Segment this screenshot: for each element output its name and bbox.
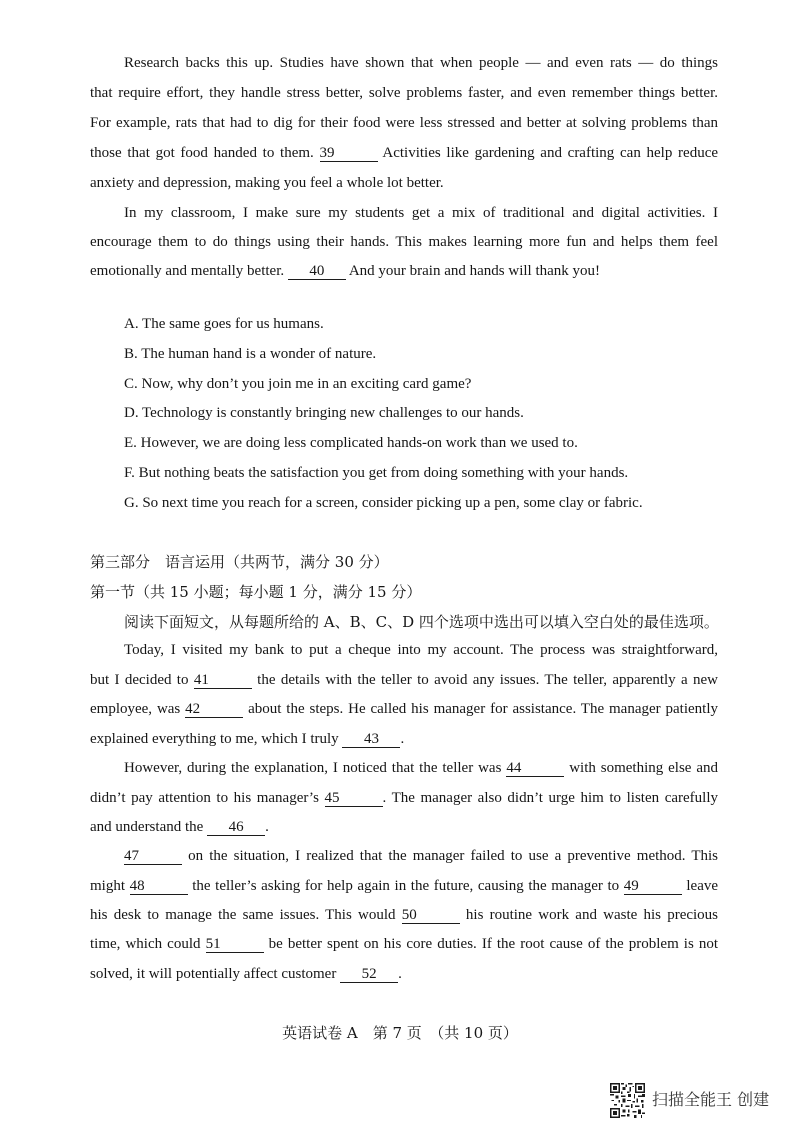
line-text: And your brain and hands will thank you! bbox=[348, 263, 601, 279]
line-text: time, which could bbox=[90, 936, 201, 952]
passage-line: Research backs this up. Studies have shown that when people — and even rats — do things bbox=[124, 55, 718, 71]
answer-blank-42: 42 bbox=[185, 701, 243, 718]
line-text: his desk to manage the same issues. This would bbox=[90, 907, 396, 923]
line-text: . bbox=[398, 966, 402, 982]
cloze-line bbox=[90, 905, 718, 925]
line-text: be better spent on his core duties. If the root cause of the problem is not bbox=[268, 936, 719, 952]
answer-blank-50: 50 bbox=[402, 907, 460, 924]
line-text: . The manager also didn’t urge him to listen carefully bbox=[382, 790, 718, 806]
line-text: Activities like gardening and crafting can help reduce bbox=[382, 145, 719, 161]
line-text: his routine work and waste his precious bbox=[465, 907, 719, 923]
answer-blank-49: 49 bbox=[624, 878, 682, 895]
cloze-line bbox=[124, 758, 718, 778]
passage-line: In my classroom, I make sure my students get a mix of traditional and digital activities. I bbox=[124, 205, 718, 221]
answer-blank-40: 40 bbox=[288, 263, 346, 280]
line-text: emotionally and mentally better. bbox=[90, 263, 285, 279]
qr-code-icon bbox=[610, 1083, 645, 1118]
answer-blank-45: 45 bbox=[325, 790, 383, 807]
option-d: D. Technology is constantly bringing new challenges to our hands. bbox=[124, 405, 524, 421]
passage-line: that require effort, they handle stress better, solve problems faster, and even remember things better. bbox=[90, 85, 718, 101]
option-e: E. However, we are doing less complicated hands-on work than we used to. bbox=[124, 435, 578, 451]
answer-blank-44: 44 bbox=[506, 760, 564, 777]
line-text: with something else and bbox=[569, 760, 719, 776]
answer-blank-39: 39 bbox=[320, 145, 378, 162]
line-text: leave bbox=[686, 878, 719, 894]
line-text: . bbox=[265, 819, 269, 835]
answer-blank-47: 47 bbox=[124, 848, 182, 865]
line-text: about the steps. He called his manager for assistance. The manager patiently bbox=[248, 701, 719, 717]
line-text: employee, was bbox=[90, 701, 181, 717]
passage-line bbox=[90, 143, 718, 163]
cloze-line bbox=[90, 964, 718, 984]
passage-line: For example, rats that had to dig for their food were less stressed and better at solving problems than bbox=[90, 115, 718, 131]
option-c: C. Now, why don’t you join me in an exciting card game? bbox=[124, 376, 472, 392]
answer-blank-41: 41 bbox=[194, 672, 252, 689]
line-text: but I decided to bbox=[90, 672, 189, 688]
option-g: G. So next time you reach for a screen, consider picking up a pen, some clay or fabric. bbox=[124, 495, 643, 511]
line-text: . bbox=[400, 731, 405, 747]
answer-blank-43: 43 bbox=[342, 731, 400, 748]
section-instructions: 阅读下面短文，从每题所给的 A、B、C、D 四个选项中选出可以填入空白处的最佳选项。 bbox=[124, 613, 719, 631]
cloze-line bbox=[90, 788, 718, 808]
answer-blank-46: 46 bbox=[207, 819, 265, 836]
answer-blank-51: 51 bbox=[206, 936, 264, 953]
answer-blank-48: 48 bbox=[130, 878, 188, 895]
passage-line: encourage them to do things using their hands. This makes learning more fun and helps them feel bbox=[90, 234, 718, 250]
cloze-line bbox=[124, 846, 718, 866]
cloze-line bbox=[90, 817, 718, 837]
section-title: 第一节（共 15 小题；每小题 1 分，满分 15 分） bbox=[90, 583, 422, 601]
line-text: those that got food handed to them. bbox=[90, 145, 314, 161]
line-text: the teller’s asking for help again in the future, causing the manager to bbox=[192, 878, 620, 894]
line-text: and understand the bbox=[90, 819, 204, 835]
line-text: the details with the teller to avoid any issues. The teller, apparently a new bbox=[257, 672, 719, 688]
line-text: on the situation, I realized that the manager failed to use a preventive method. This bbox=[188, 848, 719, 864]
line-text: explained everything to me, which I truly bbox=[90, 731, 339, 747]
passage-line: anxiety and depression, making you feel a whole lot better. bbox=[90, 175, 444, 191]
answer-blank-52: 52 bbox=[340, 966, 398, 983]
option-b: B. The human hand is a wonder of nature. bbox=[124, 346, 377, 362]
cloze-line bbox=[90, 699, 718, 719]
part-title: 第三部分 语言运用（共两节，满分 30 分） bbox=[90, 553, 389, 571]
option-a: A. The same goes for us humans. bbox=[124, 316, 324, 332]
cloze-line bbox=[90, 670, 718, 690]
cloze-line bbox=[90, 934, 718, 954]
line-text: solved, it will potentially affect customer bbox=[90, 966, 337, 982]
line-text: However, during the explanation, I noticed that the teller was bbox=[124, 760, 502, 776]
cloze-line bbox=[90, 876, 718, 896]
option-f: F. But nothing beats the satisfaction you get from doing something with your hands. bbox=[124, 465, 629, 481]
line-text: might bbox=[90, 878, 126, 894]
page-footer: 英语试卷 A 第 7 页 （共 10 页） bbox=[282, 1024, 518, 1042]
cloze-line: Today, I visited my bank to put a cheque into my account. The process was straightforward, bbox=[124, 642, 718, 658]
passage-line bbox=[90, 261, 718, 281]
watermark-text: 扫描全能王 创建 bbox=[652, 1090, 770, 1109]
line-text: didn’t pay attention to his manager’s bbox=[90, 790, 319, 806]
cloze-line bbox=[90, 729, 718, 749]
